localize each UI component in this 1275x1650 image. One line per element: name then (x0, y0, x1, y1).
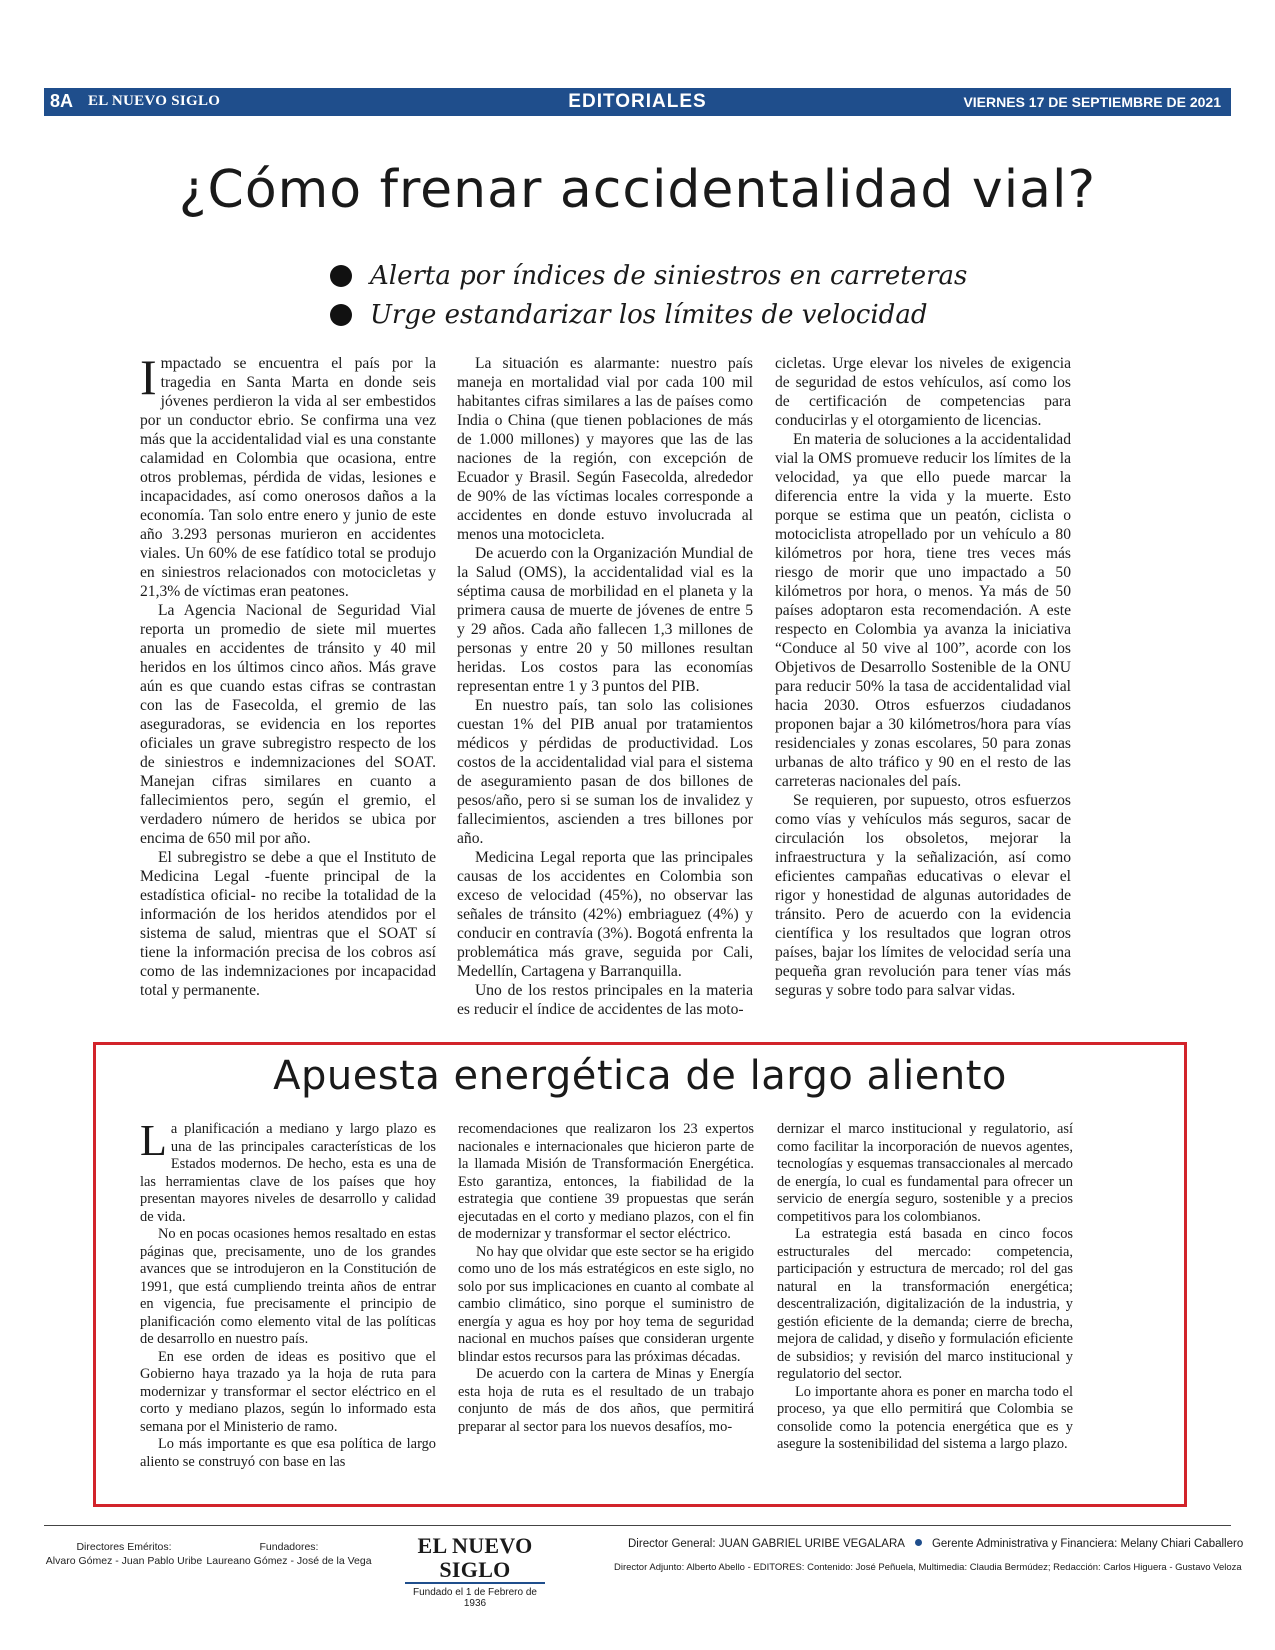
paragraph: mpactado se encuentra el país por la tragedia en Santa Marta en donde seis jóvenes perdieron la vida al ser embestidos por un conductor ebrio. Se confirma una vez más que la accidentalidad vial es una constante calamidad en Colombia que ocasiona, entre otros problemas, pérdida de vidas, lesiones e incapacidades, así como onerosos daños a la economía. Tan solo entre enero y junio de este año 3.293 personas murieron en accidentes viales. Un 60% de ese fatídico total se produjo en siniestros relacionados con motocicletas y 21,3% de víctimas eran peatones. (140, 355, 436, 600)
paragraph: recomendaciones que realizaron los 23 expertos nacionales e internacionales que hicieron parte de la llamada Misión de Transformación Energética. Esto garantiza, entonces, la fiabilidad de la estrategia que contiene 39 propuestas que serán ejecutadas en el corto y mediano plazos, con el fin de modernizar y transformar el sector eléctrico. (458, 1121, 754, 1242)
section-title: EDITORIALES (568, 91, 707, 112)
emeritus-names: Alvaro Gómez - Juan Pablo Uribe (45, 1555, 203, 1567)
footer-founders (204, 1540, 374, 1568)
subhead-text: Urge estandarizar los límites de velocidad (370, 299, 928, 330)
drop-cap: I (140, 349, 157, 405)
director-general: Director General: JUAN GABRIEL URIBE VEGALARA (628, 1538, 905, 1550)
paragraph: Medicina Legal reporta que las principales causas de los accidentes en Colombia son exceso de velocidad (45%), no observar las señales de tránsito (42%) embriaguez (4%) y conducir en contravía (3%). Bogotá enfrenta la problemática más grave, seguida por Cali, Medellín, Cartagena y Barranquilla. (457, 849, 753, 980)
page-number: 8A (50, 91, 74, 111)
editorial2-box (93, 1042, 1187, 1507)
paragraph: cicletas. Urge elevar los niveles de exigencia de seguridad de estos vehículos, así como los de certificación de competencias para conducirlas y el otorgamiento de licencias. (775, 355, 1071, 429)
footer-divider (44, 1525, 1231, 1526)
founded-date: Fundado el 1 de Febrero de 1936 (413, 1587, 537, 1609)
paragraph: La Agencia Nacional de Seguridad Vial reporta un promedio de siete mil muertes anuales en accidentes de tránsito y 40 mil heridos en los últimos cinco años. Más grave aún es que cuando estas cifras se contrastan con las de Fasecolda, el gremio de las aseguradoras, se evidencia en los reportes oficiales un grave subregistro respecto de los de siniestros e indemnizaciones del SOAT. Manejan cifras similares en cuanto a fallecimientos pero, según el gremio, el verdadero número de heridos se ubica por encima de 650 mil por año. (140, 602, 436, 847)
paragraph: Lo importante ahora es poner en marcha todo el proceso, ya que ello permitirá que Colombia se consolide como la potencia energética que es y asegure la sostenibilidad del sistema a largo plazo. (777, 1383, 1073, 1452)
editorial1-column-3 (775, 354, 1071, 1000)
paragraph: La estrategia está basada en cinco focos estructurales del mercado: competencia, participación y estructura de mercado; rol del gas natural en la transformación energética; descentralización, digitalización de la industria, y gestión eficiente de la demanda; cierre de brecha, mejora de calidad, y diseño y formulación eficiente de subsidios; y revisión del marco institucional y regulatorio del sector. (777, 1226, 1073, 1382)
subhead-item (330, 295, 1030, 334)
emeritus-label: Directores Eméritos: (76, 1541, 172, 1553)
subhead-text: Alerta por índices de siniestros en carreteras (370, 260, 968, 291)
editorial1-column-2 (457, 354, 753, 1019)
paragraph: Se requieren, por supuesto, otros esfuerzos como vías y vehículos más seguros, sacar de circulación los obsoletos, mejorar la infraestructura y la señalización, así como eficientes campañas educativas o elevar el rigor y honestidad de algunas autoridades de tránsito. Pero de acuerdo con la evidencia científica y los resultados que logran otros países, bajar los límites de velocidad sería una pequeña gran revolución para tener vías más seguras y sobre todo para salvar vidas. (775, 792, 1071, 999)
paragraph: En materia de soluciones a la accidentalidad vial la OMS promueve reducir los límites de la velocidad, ya que ello puede marcar la diferencia entre la vida y la muerte. Esto porque se estima que un peatón, ciclista o motociclista atropellado por un vehículo a 80 kilómetros por hora, tiene tres veces más riesgo de morir que uno impactado a 50 kilómetros por hora, o menos. Ya más de 50 países adoptaron esta recomendación. A este respecto en Colombia ya avanza la iniciativa “Conduce al 50 vive al 100”, acorde con los Objetivos de Desarrollo Sostenible de la ONU para reducir 50% la tasa de accidentalidad vial hacia 2030. Otros esfuerzos ciudadanos proponen bajar a 30 kilómetros/hora para vías residenciales y zonas escolares, 50 para zonas urbanas de alto tráfico y 90 en el resto de las carreteras nacionales del país. (775, 431, 1071, 790)
paragraph: Uno de los restos principales en la materia es reducir el índice de accidentes de las moto- (457, 982, 753, 1018)
footer-staff: Director Adjunto: Alberto Abello - EDITORES: Contenido: José Peñuela, Multimedia: Claudia Bermúdez; Redacción: Carlos Higuera - Gustavo Veloza (614, 1562, 1242, 1573)
editorial2-column-2 (458, 1121, 754, 1436)
footer-directors (628, 1538, 1243, 1550)
page-header-bar (44, 88, 1231, 116)
footer-emeritus (44, 1540, 204, 1568)
footer-logo (405, 1534, 545, 1609)
bullet-icon (330, 265, 352, 287)
founders-label: Fundadores: (259, 1541, 319, 1553)
editorial2-column-3 (777, 1121, 1073, 1454)
paragraph: El subregistro se debe a que el Instituto de Medicina Legal -fuente principal de la estadística oficial- no recibe la totalidad de la información de los heridos atendidos por el sistema de salud, mientras que el SOAT sí tiene la información precisa de los cobros así como de las indemnizaciones por incapacidad total y permanente. (140, 849, 436, 999)
subhead-item (330, 256, 1030, 295)
separator-dot-icon (915, 1539, 922, 1546)
editorial1-column-1 (140, 349, 436, 1000)
paragraph: dernizar el marco institucional y regulatorio, así como facilitar la incorporación de nuevos agentes, tecnologías y esquemas transaccionales al mercado de energía, lo cual es fundamental para ofrecer un servicio de energía seguro, sostenible y a precios competitivos para los colombianos. (777, 1121, 1073, 1225)
paragraph: No en pocas ocasiones hemos resaltado en estas páginas que, precisamente, uno de los grandes avances que se introdujeron en la Constitución de 1991, que está cumpliendo treinta años de entrar en vigencia, fue precisamente el principio de planificación como elemento vital de las políticas de desarrollo en nuestro país. (140, 1226, 436, 1347)
paragraph: En nuestro país, tan solo las colisiones cuestan 1% del PIB anual por tratamientos médicos y pérdidas de productividad. Los costos de la accidentalidad vial para el sistema de aseguramiento pasan de dos billones de pesos/año, pero si se suman los de invalidez y fallecimientos, ascienden a tres billones por año. (457, 697, 753, 847)
editorial2-column-1 (140, 1116, 436, 1471)
paragraph: Lo más importante es que esa política de largo aliento se construyó con base en las (140, 1436, 436, 1470)
bullet-icon (330, 304, 352, 326)
paragraph: La situación es alarmante: nuestro país maneja en mortalidad vial por cada 100 mil habitantes cifras similares a las de países como India o China (que tienen poblaciones de más de 1.000 millones) y mayores que las de las naciones de la región, con excepción de Ecuador y Brasil. Según Fasecolda, alrededor de 90% de las víctimas locales corresponde a accidentes en donde estuvo involucrada al menos una motocicleta. (457, 355, 753, 543)
drop-cap: L (140, 1116, 167, 1165)
paragraph: En ese orden de ideas es positivo que el Gobierno haya trazado ya la hoja de ruta para modernizar y transformar el sector eléctrico en el corto y mediano plazos, según lo informado esta semana por el Ministerio de ramo. (140, 1348, 436, 1435)
logo-name: EL NUEVO SIGLO (405, 1534, 545, 1584)
paragraph: De acuerdo con la cartera de Minas y Energía esta hoja de ruta es el resultado de un trabajo conjunto de más de dos años, que permitirá preparar al sector para los nuevos desafíos, mo- (458, 1366, 754, 1435)
paragraph: a planificación a mediano y largo plazo es una de las principales características de los Estados modernos. De hecho, esta es una de las herramientas clave de los países que hoy presentan mayores niveles de desarrollo y calidad de vida. (140, 1121, 436, 1225)
editorial2-headline: Apuesta energética de largo aliento (273, 1053, 1007, 1099)
founders-names: Laureano Gómez - José de la Vega (206, 1555, 372, 1567)
paragraph: De acuerdo con la Organización Mundial de la Salud (OMS), la accidentalidad vial es la séptima causa de morbilidad en el planeta y la primera causa de muerte de jóvenes de entre 5 y 29 años. Cada año fallecen 1,3 millones de personas y entre 20 y 50 millones resultan heridas. Los costos para las economías representan entre 1 y 3 puntos del PIB. (457, 545, 753, 695)
editorial1-headline: ¿Cómo frenar accidentalidad vial? (178, 160, 1097, 220)
editorial1-subheads (330, 256, 1030, 334)
issue-date: VIERNES 17 DE SEPTIEMBRE DE 2021 (963, 94, 1221, 110)
masthead-brand: EL NUEVO SIGLO (88, 93, 221, 109)
paragraph: No hay que olvidar que este sector se ha erigido como uno de los más estratégicos en este siglo, no solo por sus implicaciones en cuanto al combate al cambio climático, sino porque el suministro de energía y agua es hoy por hoy tema de seguridad nacional en muchos países que consideran urgente blindar estos recursos para las próximas décadas. (458, 1243, 754, 1365)
gerente: Gerente Administrativa y Financiera: Melany Chiari Caballero (931, 1538, 1244, 1550)
